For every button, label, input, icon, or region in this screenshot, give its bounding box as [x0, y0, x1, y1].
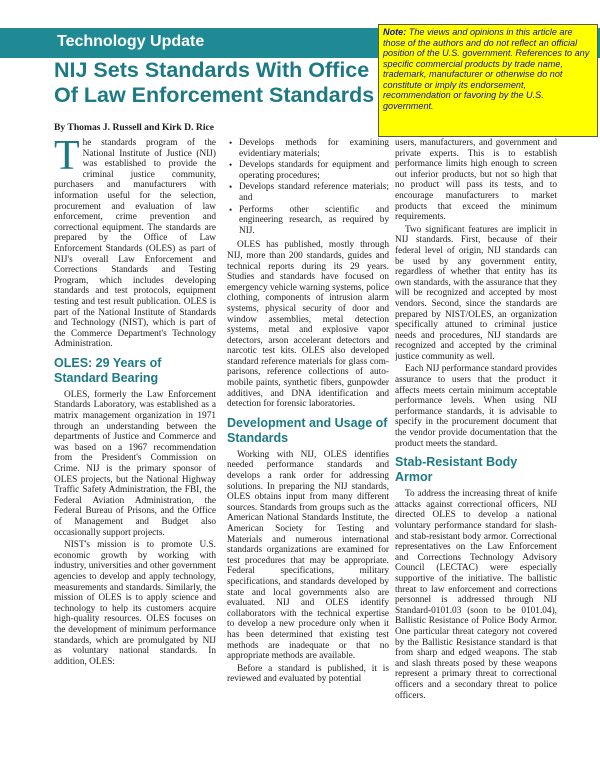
section-heading-stab-armor: Stab-Resistant Body Armor	[395, 455, 518, 485]
paragraph: Two significant features are implicit in NIJ standards. First, because of their federal level of origin, NIJ standards can be used by any government entity, regardless of whether that entity has its own standards, with the assurance that they will be recognized and accepted by most vendors. Second, since the standards are prepared by NIST/OLES, an organization specifically attuned to criminal justice needs and procedures, NIJ standards are recognized and accepted by the criminal justice community as well.	[395, 224, 557, 362]
paragraph: Each NIJ performance standard provides assurance to users that the product it affects meets certain minimum acceptable performance levels. When using NIJ performance standards, it is advisable to specify in the procurement document that the vendor provide documentation that the product meets the standard.	[395, 364, 557, 449]
drop-cap: T	[54, 138, 80, 179]
section-heading-oles: OLES: 29 Years of Standard Bearing	[54, 355, 162, 385]
list-item: • Performs other scientific and engineering research, as required by NIJ.	[227, 205, 389, 237]
oles-duties-list	[227, 138, 389, 236]
note-text: The views and opinions in this article are those of the authors and do not reflect an official position of the U.S. government. References to any specific commercial products by trade name, trademark, manufacturer or otherwise do not constitute or imply its endorsement, recommendation or favoring by the U.S. government.	[383, 27, 590, 111]
intro-paragraph: The standards program of the National Institute of Justice (NIJ) was established to provide the criminal justice community, purchasers and manufacturers with information useful for the selection, procurement and evaluation of law enforcement, crime prevention and correctional equipment. The standards are prepared by the Office of Law Enforcement Standards (OLES) as part of NIJ's overall Law Enforcement and Corrections Standards and Testing Program, which includes developing standards and test protocols, equipment testing and test result publication. OLES is part of the National Institute of Standards and Technology (NIST), which is part of the Commerce Department's Technology Administration.	[54, 138, 216, 350]
paragraph: NIST's mission is to promote U.S. economic growth by working with industry, universities and other government agencies to develop and apply technology, measurements and standards. Similarly, the mission of OLES is to apply science and technology to help its customers acquire high-quality resources. OLES focuses on the development of minimum performance standards, which are promulgated by NIJ as voluntary national standards. In addition, OLES:	[54, 540, 216, 667]
paragraph: Working with NIJ, OLES identifies needed performance standards and develops a rank order for addressing solutions. In preparing the NIJ standards, OLES obtains input from many different sources. Standards from groups such as the American National Standards Institute, the American Society for Testing and Materials and numerous international standards organizations are examined for test procedures that may be appropriate. Federal specifications, military specifications, and standards developed by state and local governments also are evaluated. NIJ and OLES identify collaborators with the technical expertise to develop a new procedure only when it has been determined that existing test methods are inadequate or that no appropriate methods are available.	[227, 449, 389, 662]
paragraph: Before a standard is published, it is reviewed and evaluated by potential	[227, 663, 389, 685]
list-item: • Develops standards for equipment and operating procedures;	[227, 160, 389, 181]
paragraph: OLES has published, mostly through NIJ, more than 200 standards, guides and technical reports during its 29 years. Studies and standards have focused on emergency vehicle warning systems, police clothing, components of intrusion alarm systems, physical security of door and window assemblies, metal detection systems, metal and explosive vapor detectors, arson accelerant detectors and narcotic test kits. OLES also developed standard reference materials for glass com-parisons, reference collections of auto-mobile paints, synthetic fibers, gunpowder additives, and DNA identification and detection for forensic laboratories.	[227, 240, 389, 410]
section-heading-development: Development and Usage of Standards	[227, 415, 388, 445]
byline: By Thomas J. Russell and Kirk D. Rice	[54, 122, 215, 133]
column-2	[227, 138, 389, 770]
note-label: Note:	[383, 27, 407, 37]
disclaimer-note	[378, 24, 598, 137]
section-label: Technology Update	[57, 33, 205, 50]
paragraph: OLES, formerly the Law Enforcement Standards Laboratory, was established as a matrix management organization in 1971 through an understanding between the departments of Justice and Commerce and was based on a 1967 recommendation from the President's Commission on Crime. NIJ is the primary sponsor of OLES projects, but the National Highway Traffic Safety Administration, the FBI, the Federal Aviation Administration, the Federal Bureau of Prisons, and the Office of Management and Budget also occasionally support projects.	[54, 389, 216, 538]
article-title: NIJ Sets Standards With Office Of Law Enforcement Standards	[54, 58, 375, 107]
paragraph: To address the increasing threat of knife attacks against correctional officers, NIJ directed OLES to develop a national voluntary performance standard for slash- and stab-resistant body armor. Correctional representatives on the Law Enforcement and Corrections Technology Advisory Council (LECTAC) were especially supportive of the initiative. The ballistic threat to law enforcement and corrections personnel is addressed through NIJ Standard-0101.03 (soon to be 0101.04), Ballistic Resistance of Police Body Armor. One particular threat category not covered by the Ballistic Resistance standard is that from sharp and edged weapons. The stab and slash threats posed by these weapons represent a primary threat to correctional officers and a secondary threat to police officers.	[395, 489, 557, 701]
list-item: • Develops standard reference materials; and	[227, 182, 389, 203]
paragraph: users, manufacturers, and government and private experts. This is to establish performance limits high enough to screen out inferior products, but not so high that no product will pass its tests, and to encourage manufacturers to market products that exceed the minimum requirements.	[395, 138, 557, 223]
column-1	[54, 138, 216, 770]
list-item: • Develops methods for examining evidentiary materials;	[227, 138, 389, 159]
column-3	[395, 138, 557, 770]
